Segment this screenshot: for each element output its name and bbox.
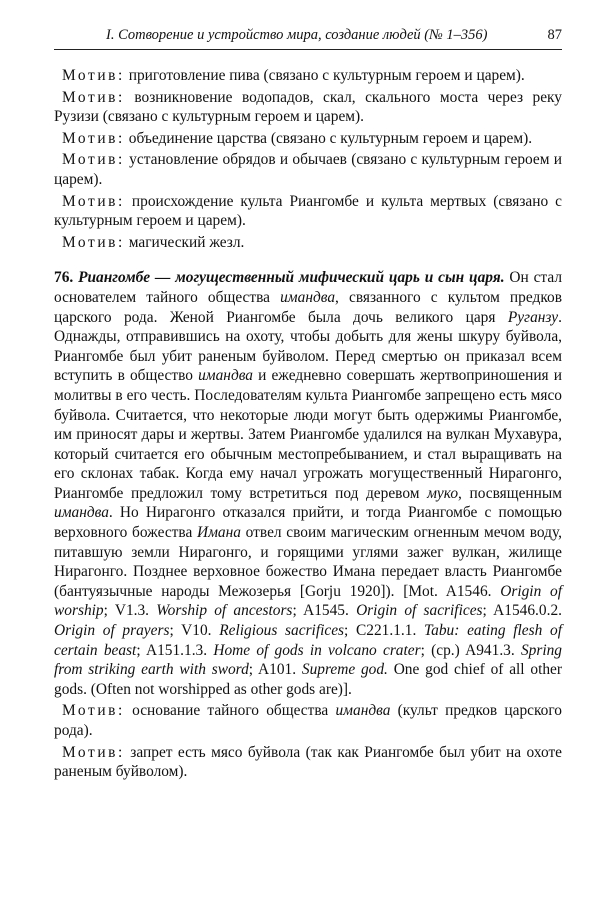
motif-italic: имандва	[335, 702, 391, 720]
running-head-title: I. Сотворение и устройство мира, создание людей (№ 1–356)	[106, 27, 488, 43]
entry-italic: имандва	[198, 367, 253, 385]
motif-paragraph	[54, 129, 562, 149]
motif-paragraph	[54, 743, 562, 782]
page-number: 87	[547, 27, 562, 43]
entry-text: . Но Нирагонго отказался прийти, и тогда Риангомбе с помощью верховного божества	[54, 504, 562, 542]
entry-number: 76.	[54, 269, 74, 287]
entry-text: , посвященным	[458, 484, 562, 502]
motif-label: Мотив:	[62, 743, 125, 761]
entry-italic: Имана	[197, 524, 241, 542]
entry-italic: Origin of worship	[54, 582, 562, 620]
entry-italic: имандва	[54, 504, 109, 522]
entry-text: ; A151.1.3.	[136, 641, 214, 659]
entry-76	[54, 268, 562, 699]
motif-label: Мотив:	[62, 88, 125, 106]
motif-label: Мотив:	[62, 192, 125, 210]
entry-italic: имандва	[280, 288, 336, 306]
entry-text: отвел своим магическим огненным мечом воду, питавшую земли Нирагонго, и горящими углями зажег вулкан, жилище Нирагонго. Позднее верховное божество Имана передает власть Риангомбе (бантуязычные народы Межозерья [Gorju 1920]). [Mot. A1546.	[54, 524, 563, 600]
entry-text: и ежедневно совершать жертвоприношения и молитвы в его честь. Последователям культа Риангомбе запрещено есть мясо буйвола. Считается, что некоторые люди могут быть одержимы Риангомбе, им приносят дары и жертвы. Затем Риангомбе удалился на вулкан Мухавура, который считается его обычным местопребыванием, и стал выращивать на его склонах табак. Когда ему начал угрожать могущественный Нирагонго, Риангомбе предложил тому встретиться под деревом	[54, 367, 562, 502]
motif-paragraph	[54, 192, 562, 231]
motif-paragraph	[54, 233, 562, 253]
entry-italic: Spring from striking earth with sword	[54, 641, 562, 679]
entry-text: ; V1.3.	[103, 602, 157, 620]
motif-text: запрет есть мясо буйвола (так как Риангомбе был убит на охоте раненым буйволом).	[54, 743, 562, 781]
entry-italic: Home of gods in volcano crater	[213, 641, 421, 659]
entry-paragraph	[54, 268, 562, 699]
entry-italic: муко	[427, 484, 459, 502]
motif-label: Мотив:	[62, 129, 125, 147]
entry-text: ; V10.	[169, 622, 220, 640]
motif-text: магический жезл.	[124, 233, 245, 251]
motif-label: Мотив:	[62, 151, 125, 169]
motif-text: основание тайного общества	[124, 702, 336, 720]
motif-paragraph	[54, 150, 562, 189]
page-body	[54, 66, 562, 784]
entry-italic: Religious sacrifices	[219, 622, 345, 640]
motif-text: установление обрядов и обычаев (связано с культурным героем и царем).	[54, 151, 562, 188]
motif-text: происхождение культа Риангомбе и культа мертвых (связано с культурным героем и царем).	[54, 192, 562, 230]
motif-paragraph	[54, 66, 562, 86]
entry-text: . Однажды, отправившись на охоту, чтобы добыть для жены шкуру буйвола, Риангомбе был убит раненым буйволом. Перед смертью он приказал всем вступить в общество	[54, 308, 562, 385]
entry-italic: Origin of sacrifices	[356, 602, 483, 620]
entry-text: ; A1545.	[292, 602, 357, 620]
motif-text: приготовление пива (связано с культурным героем и царем).	[124, 67, 525, 84]
running-head	[54, 27, 562, 44]
entry-text: ; (cp.) A941.3.	[420, 641, 521, 659]
entry-title: Риангомбе — могущественный мифический царь и сын царя.	[73, 269, 505, 287]
entry-text: ; A101.	[248, 661, 302, 679]
entry-italic: Origin of prayers	[54, 622, 170, 640]
motif-text: возникновение водопадов, скал, скального моста через реку Рузизи (связано с культурным героем и царем).	[54, 88, 562, 126]
motif-label: Мотив:	[62, 67, 125, 84]
entry-italic: Supreme god.	[301, 661, 388, 679]
motif-text: (культ предков царского рода).	[54, 702, 562, 739]
entry-text: One god chief of all other gods. (Often not worshipped as other gods are)].	[54, 661, 562, 698]
header-rule	[54, 49, 562, 50]
motif-label: Мотив:	[62, 233, 125, 251]
entry-text: , связанного с культом предков царского рода. Женой Риангомбе была дочь великого царя	[54, 288, 562, 326]
motif-label: Мотив:	[62, 702, 125, 720]
motif-text: объединение царства (связано с культурным героем и царем).	[124, 129, 533, 147]
entry-italic: Руганзу	[507, 308, 559, 326]
motif-paragraph	[54, 88, 562, 127]
motif-paragraph	[54, 701, 562, 740]
entry-italic: Worship of ancestors	[156, 602, 293, 620]
entry-text: ; A1546.0.2.	[482, 602, 562, 620]
entry-text: ; C221.1.1.	[344, 622, 425, 640]
entry-text: Он стал основателем тайного общества	[54, 269, 562, 306]
entry-italic: Tabu: eating flesh of certain beast	[54, 622, 562, 659]
